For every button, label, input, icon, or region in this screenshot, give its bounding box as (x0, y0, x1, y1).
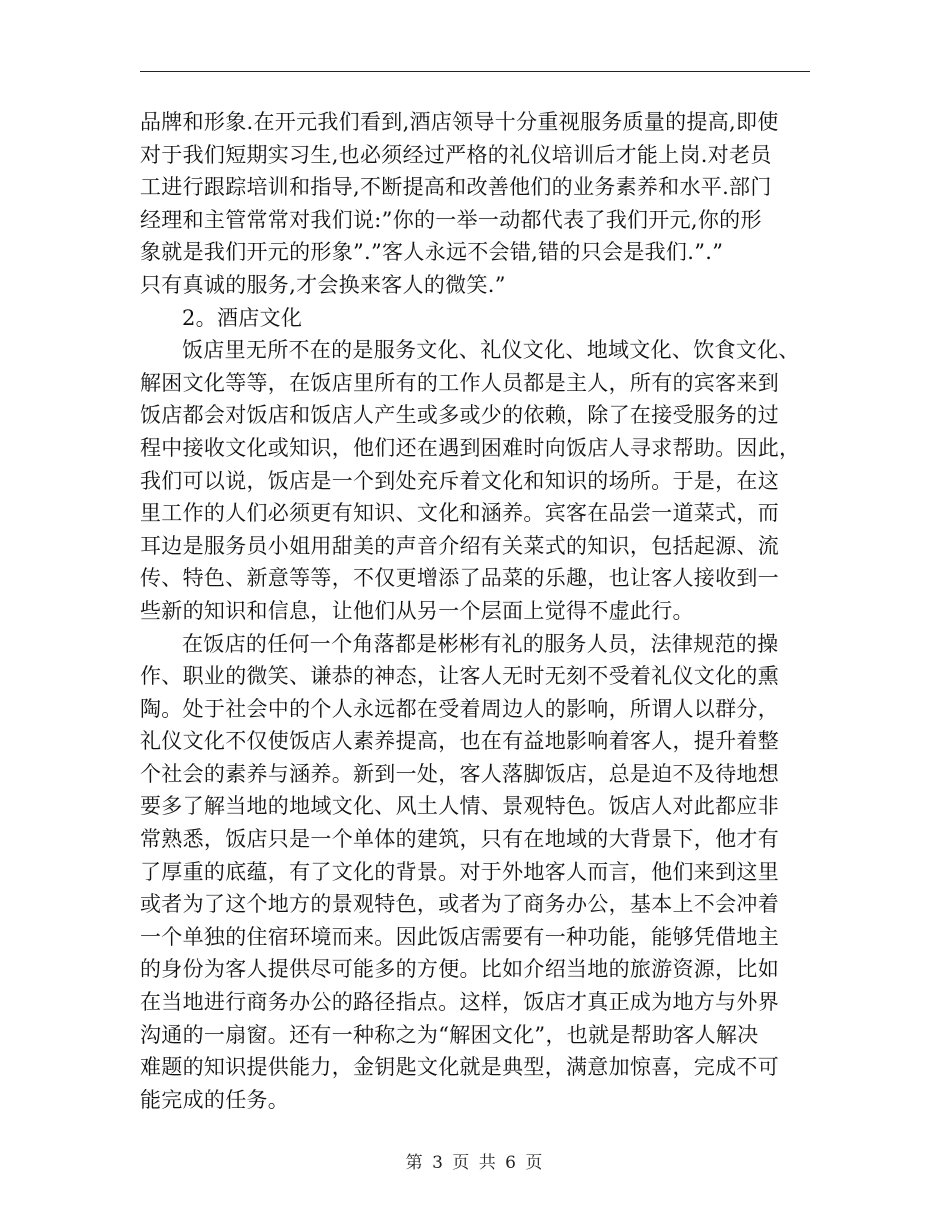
text-line: 能完成的任务。 (140, 1087, 290, 1112)
text-line: 在饭店的任何一个角落都是彬彬有礼的服务人员，法律规范的操 (182, 631, 779, 656)
text-line: 工进行跟踪培训和指导,不断提高和改善他们的业务素养和水平.部门 (140, 175, 772, 200)
text-line: 只有真诚的服务,才会换来客人的微笑.” (140, 272, 506, 297)
text-line: 耳边是服务员小姐用甜美的声音介绍有关菜式的知识，包括起源、流 (140, 533, 779, 558)
text-line: 礼仪文化不仅使饭店人素养提高，也在有益地影响着客人，提升着整 (140, 729, 779, 754)
text-line: 在当地进行商务办公的路径指点。这样，饭店才真正成为地方与外界 (140, 990, 779, 1015)
text-line: 2。酒店文化 (182, 305, 303, 330)
text-line: 常熟悉，饭店只是一个单体的建筑，只有在地域的大背景下，他才有 (140, 827, 779, 852)
text-line: 作、职业的微笑、谦恭的神态，让客人无时无刻不受着礼仪文化的熏 (140, 664, 779, 689)
text-line: 陶。处于社会中的个人永远都在受着周边人的影响，所谓人以群分， (140, 696, 779, 721)
text-line: 经理和主管常常对我们说:”你的一举一动都代表了我们开元,你的形 (140, 207, 762, 232)
text-line: 或者为了这个地方的景观特色，或者为了商务办公，基本上不会冲着 (140, 892, 779, 917)
text-line: 饭店里无所不在的是服务文化、礼仪文化、地域文化、饮食文化、 (182, 338, 800, 363)
text-line: 里工作的人们必须更有知识、文化和涵养。宾客在品尝一道菜式，而 (140, 501, 779, 526)
text-line: 难题的知识提供能力，金钥匙文化就是典型，满意加惊喜，完成不可 (140, 1055, 779, 1080)
text-line: 解困文化等等，在饭店里所有的工作人员都是主人，所有的宾客来到 (140, 370, 779, 395)
text-line: 程中接收文化或知识，他们还在遇到困难时向饭店人寻求帮助。因此， (140, 435, 801, 460)
text-line: 象就是我们开元的形象”.”客人永远不会错,错的只会是我们.”.” (140, 240, 724, 265)
text-line: 对于我们短期实习生,也必须经过严格的礼仪培训后才能上岗.对老员 (140, 142, 772, 167)
text-line: 些新的知识和信息，让他们从另一个层面上觉得不虚此行。 (140, 598, 694, 623)
text-line: 我们可以说，饭店是一个到处充斥着文化和知识的场所。于是，在这 (140, 468, 779, 493)
text-line: 传、特色、新意等等，不仅更增添了品菜的乐趣，也让客人接收到一 (140, 566, 779, 591)
header-rule (140, 71, 810, 72)
text-line: 了厚重的底蕴，有了文化的背景。对于外地客人而言，他们来到这里 (140, 859, 779, 884)
text-line: 要多了解当地的地域文化、风土人情、景观特色。饭店人对此都应非 (140, 794, 779, 819)
text-line: 沟通的一扇窗。还有一种称之为“解困文化”，也就是帮助客人解决 (140, 1022, 759, 1047)
text-line: 饭店都会对饭店和饭店人产生或多或少的依赖，除了在接受服务的过 (140, 403, 779, 428)
page-number: 第 3 页 共 6 页 (405, 1153, 545, 1173)
text-line: 品牌和形象.在开元我们看到,酒店领导十分重视服务质量的提高,即使 (140, 110, 779, 134)
text-line: 一个单独的住宿环境而来。因此饭店需要有一种功能，能够凭借地主 (140, 924, 779, 949)
text-line: 个社会的素养与涵养。新到一处，客人落脚饭店，总是迫不及待地想 (140, 761, 779, 786)
text-line: 的身份为客人提供尽可能多的方便。比如介绍当地的旅游资源，比如 (140, 957, 779, 982)
body-text (140, 106, 810, 1116)
